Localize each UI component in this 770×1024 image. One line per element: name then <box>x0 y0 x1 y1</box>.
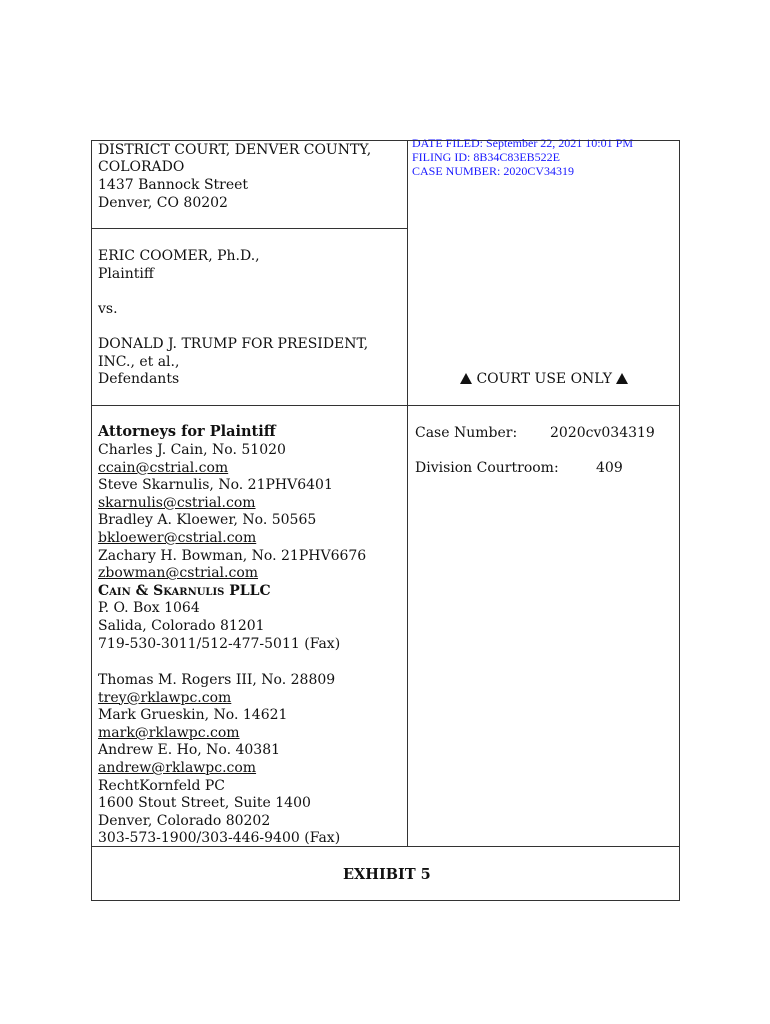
attorney-line: Thomas M. Rogers III, No. 28809 <box>98 672 336 688</box>
attorney-email[interactable]: andrew@rklawpc.com <box>98 760 257 776</box>
parties-divider <box>91 405 680 406</box>
attorney-line: Bradley A. Kloewer, No. 50565 <box>98 512 317 529</box>
attorney-line: Charles J. Cain, No. 51020 <box>98 442 286 458</box>
defendant-role: Defendants <box>98 371 180 387</box>
plaintiff-role: Plaintiff <box>98 266 154 282</box>
court-address-street: 1437 Bannock Street <box>98 177 249 193</box>
attorney-email[interactable]: trey@rklawpc.com <box>98 689 232 706</box>
attorney-email[interactable]: mark@rklawpc.com <box>98 724 240 741</box>
court-use-only <box>460 370 628 388</box>
plaintiff-name: ERIC COOMER, Ph.D., <box>98 248 260 264</box>
defendant-name-line1: DONALD J. TRUMP FOR PRESIDENT, <box>98 336 369 352</box>
attorney-email[interactable]: zbowman@cstrial.com <box>98 565 259 582</box>
attorney-line: RechtKornfeld PC <box>98 777 226 794</box>
court-name-line1: DISTRICT COURT, DENVER COUNTY, <box>98 142 372 158</box>
case-number-label: Case Number: <box>415 425 518 441</box>
attorney-email[interactable]: bkloewer@cstrial.com <box>98 530 257 546</box>
attorney-line: 719-530-3011/512-477-5011 (Fax) <box>98 635 341 652</box>
attorney-line: Zachary H. Bowman, No. 21PHV6676 <box>98 547 367 564</box>
law-firm-name: Cain & Skarnulis PLLC <box>98 582 271 599</box>
division-courtroom-label: Division Courtroom: <box>415 460 559 476</box>
exhibit-label: EXHIBIT 5 <box>343 866 431 883</box>
attorney-email[interactable]: ccain@cstrial.com <box>98 459 229 476</box>
stamp-filing-id: FILING ID: 8B34C83EB522E <box>412 150 560 164</box>
attorney-line: Salida, Colorado 81201 <box>98 618 265 634</box>
attorneys-heading: Attorneys for Plaintiff <box>98 423 276 440</box>
court-address-city: Denver, CO 80202 <box>98 195 228 211</box>
attorney-line: 1600 Stout Street, Suite 1400 <box>98 795 311 812</box>
attorney-line: 303-573-1900/303-446-9400 (Fax) <box>98 830 341 847</box>
triangle-up-icon <box>616 373 628 384</box>
attorney-line: Andrew E. Ho, No. 40381 <box>98 742 281 759</box>
court-name-line2: COLORADO <box>98 159 185 175</box>
attorney-line: Denver, Colorado 80202 <box>98 812 271 829</box>
court-use-only-label: COURT USE ONLY <box>476 371 612 387</box>
court-divider <box>91 228 407 229</box>
attorney-line: Mark Grueskin, No. 14621 <box>98 707 288 724</box>
attorney-email[interactable]: skarnulis@cstrial.com <box>98 494 256 511</box>
division-courtroom-value: 409 <box>596 460 623 476</box>
stamp-date-filed: DATE FILED: September 22, 2021 10:01 PM <box>412 136 633 150</box>
triangle-up-icon <box>460 373 472 384</box>
stamp-case-number: CASE NUMBER: 2020CV34319 <box>412 164 575 178</box>
caption-divider-vertical <box>407 140 408 847</box>
case-number-value: 2020cv034319 <box>550 425 655 441</box>
attorney-line: P. O. Box 1064 <box>98 600 200 617</box>
versus-label: vs. <box>98 301 118 317</box>
defendant-name-line2: INC., et al., <box>98 354 180 370</box>
attorney-line: Steve Skarnulis, No. 21PHV6401 <box>98 477 333 494</box>
